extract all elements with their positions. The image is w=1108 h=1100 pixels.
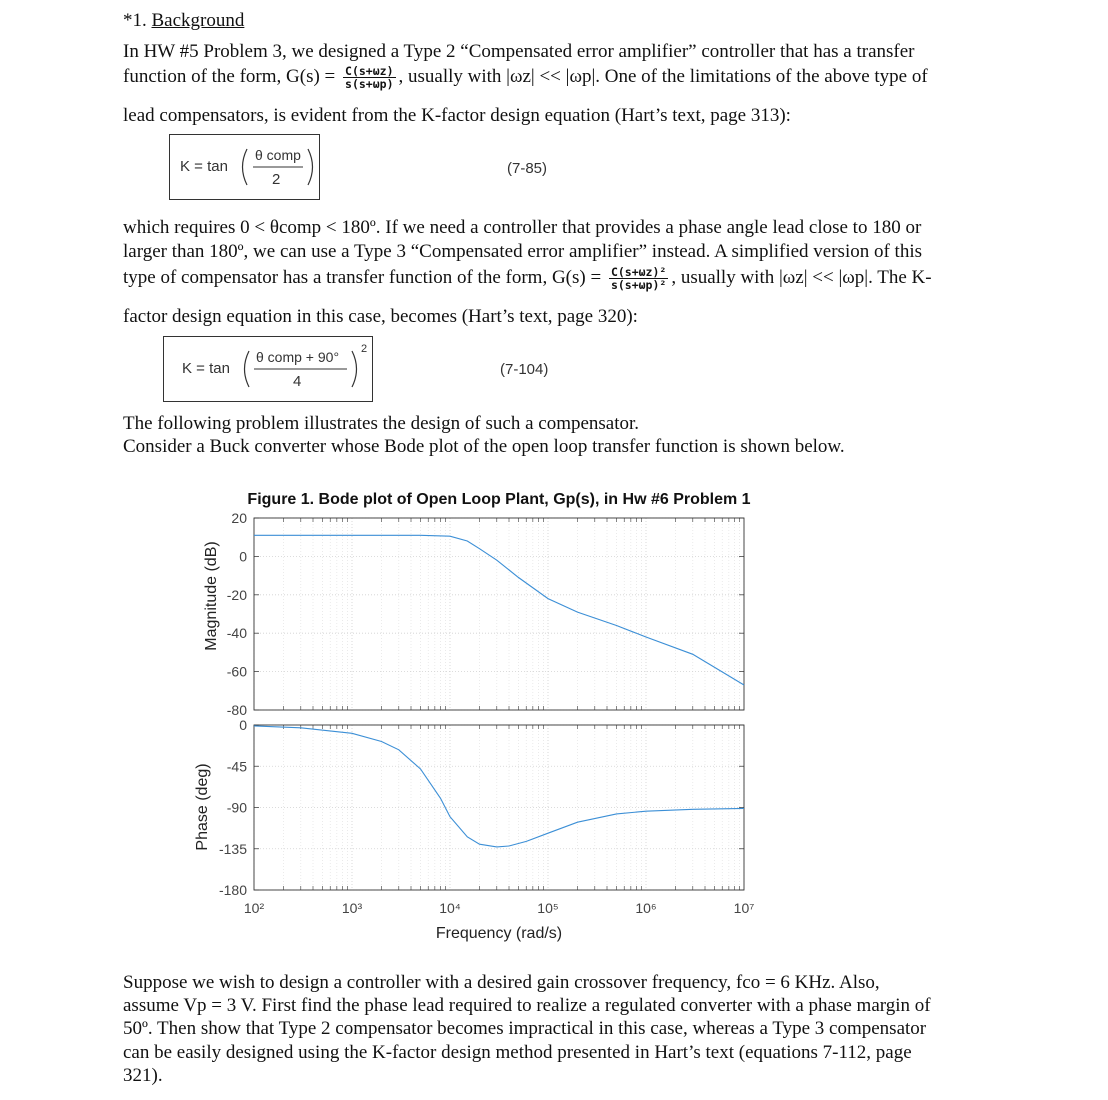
p1-line1: In HW #5 Problem 3, we designed a Type 2 “Compensated error amplifier” controller that has a transfer [123, 41, 915, 62]
p2-line2: larger than 180º, we can use a Type 3 “Compensated error amplifier” instead. A simplified version of this [123, 241, 923, 262]
type2-numerator: C(s+ωz) [345, 64, 394, 78]
equation-7-104-box [163, 336, 373, 402]
p4-line4: can be easily designed using the K-factor design method presented in Hart’s text (equations 7-112, page [123, 1042, 912, 1063]
chart-title: Figure 1. Bode plot of Open Loop Plant, Gp(s), in Hw #6 Problem 1 [247, 491, 751, 508]
eq2-k-tan: K = tan [182, 360, 230, 377]
phase-y-tick-label: -45 [226, 758, 247, 775]
magnitude-y-tick-label: -40 [226, 625, 247, 642]
x-tick-label: 10⁵ [537, 900, 559, 916]
p2-line1: which requires 0 < θcomp < 180º. If we need a controller that provides a phase angle lead close to 180 or [123, 217, 922, 238]
eq2-parentheses [164, 337, 372, 401]
magnitude-y-tick-label: -60 [226, 663, 247, 680]
magnitude-series-line [254, 535, 744, 685]
eq1-parentheses [170, 135, 319, 199]
p1-line2 [123, 65, 988, 90]
eq2-numerator: θ comp + 90° [256, 349, 340, 365]
eq1-k-tan: K = tan [180, 158, 228, 175]
type2-denominator: s(s+ωp) [345, 77, 394, 92]
x-axis-label: Frequency (rad/s) [435, 925, 563, 942]
phase-y-tick-label: -90 [226, 799, 247, 816]
heading-number: *1. [123, 10, 152, 31]
type3-numerator: C(s+ωz)² [610, 265, 667, 279]
phase-y-tick-label: -180 [218, 882, 247, 898]
type2-fraction [343, 65, 395, 90]
p1-line2-text-b: , usually with |ωz| << |ωp|. One of the limitations of the above type of [398, 65, 928, 87]
phase-axes-frame [254, 725, 744, 890]
magnitude-axis-label: Magnitude (dB) [203, 541, 220, 651]
x-tick-label: 10⁷ [733, 900, 755, 916]
p2-line4: factor design equation in this case, becomes (Hart’s text, page 320): [123, 306, 638, 327]
equation-7-85-box [169, 134, 320, 200]
p2-line3 [123, 266, 988, 291]
x-tick-label: 10⁶ [635, 900, 657, 916]
magnitude-y-tick-label: -20 [226, 586, 247, 603]
eq1-denominator: 2 [272, 171, 281, 188]
p1-line3: lead compensators, is evident from the K-factor design equation (Hart’s text, page 313): [123, 105, 791, 126]
p3-line2: Consider a Buck converter whose Bode plot of the open loop transfer function is shown below. [123, 436, 845, 457]
phase-series-line [254, 726, 744, 847]
bode-plot-figure [0, 480, 1108, 960]
magnitude-axes-frame [254, 518, 744, 710]
p1-line2-text-a: function of the form, G(s) = [123, 65, 341, 87]
eq2-label: (7-104) [500, 361, 549, 378]
p4-line5: 321). [123, 1065, 163, 1086]
eq1-label: (7-85) [507, 160, 548, 177]
x-tick-label: 10² [243, 900, 265, 916]
heading-title: Background [151, 10, 245, 31]
p3-line1: The following problem illustrates the design of such a compensator. [123, 413, 640, 434]
p2-line3-text-b: , usually with |ωz| << |ωp|. The K- [671, 266, 932, 288]
p4-line2: assume Vp = 3 V. First find the phase lead required to realize a regulated converter with a phase margin of [123, 995, 931, 1016]
x-tick-label: 10³ [341, 900, 363, 916]
magnitude-y-tick-label: 0 [239, 548, 247, 565]
type3-denominator: s(s+ωp)² [610, 278, 667, 293]
p2-line3-text-a: type of compensator has a transfer function of the form, G(s) = [123, 266, 606, 288]
type3-fraction [609, 266, 668, 291]
eq2-denominator: 4 [293, 373, 302, 390]
eq1-numerator: θ comp [255, 147, 301, 163]
p4-line1: Suppose we wish to design a controller with a desired gain crossover frequency, fco = 6 KHz. Also, [123, 972, 880, 993]
eq2-exponent: 2 [361, 343, 368, 355]
p4-line3: 50º. Then show that Type 2 compensator becomes impractical in this case, whereas a Type 3 compensator [123, 1018, 927, 1039]
phase-y-tick-label: -135 [218, 840, 247, 857]
magnitude-y-tick-label: 20 [231, 510, 247, 526]
phase-axis-label: Phase (deg) [194, 763, 211, 851]
magnitude-y-tick-label: -80 [226, 702, 247, 718]
x-tick-label: 10⁴ [439, 900, 461, 916]
section-heading [123, 11, 988, 30]
phase-y-tick-label: 0 [239, 717, 247, 733]
